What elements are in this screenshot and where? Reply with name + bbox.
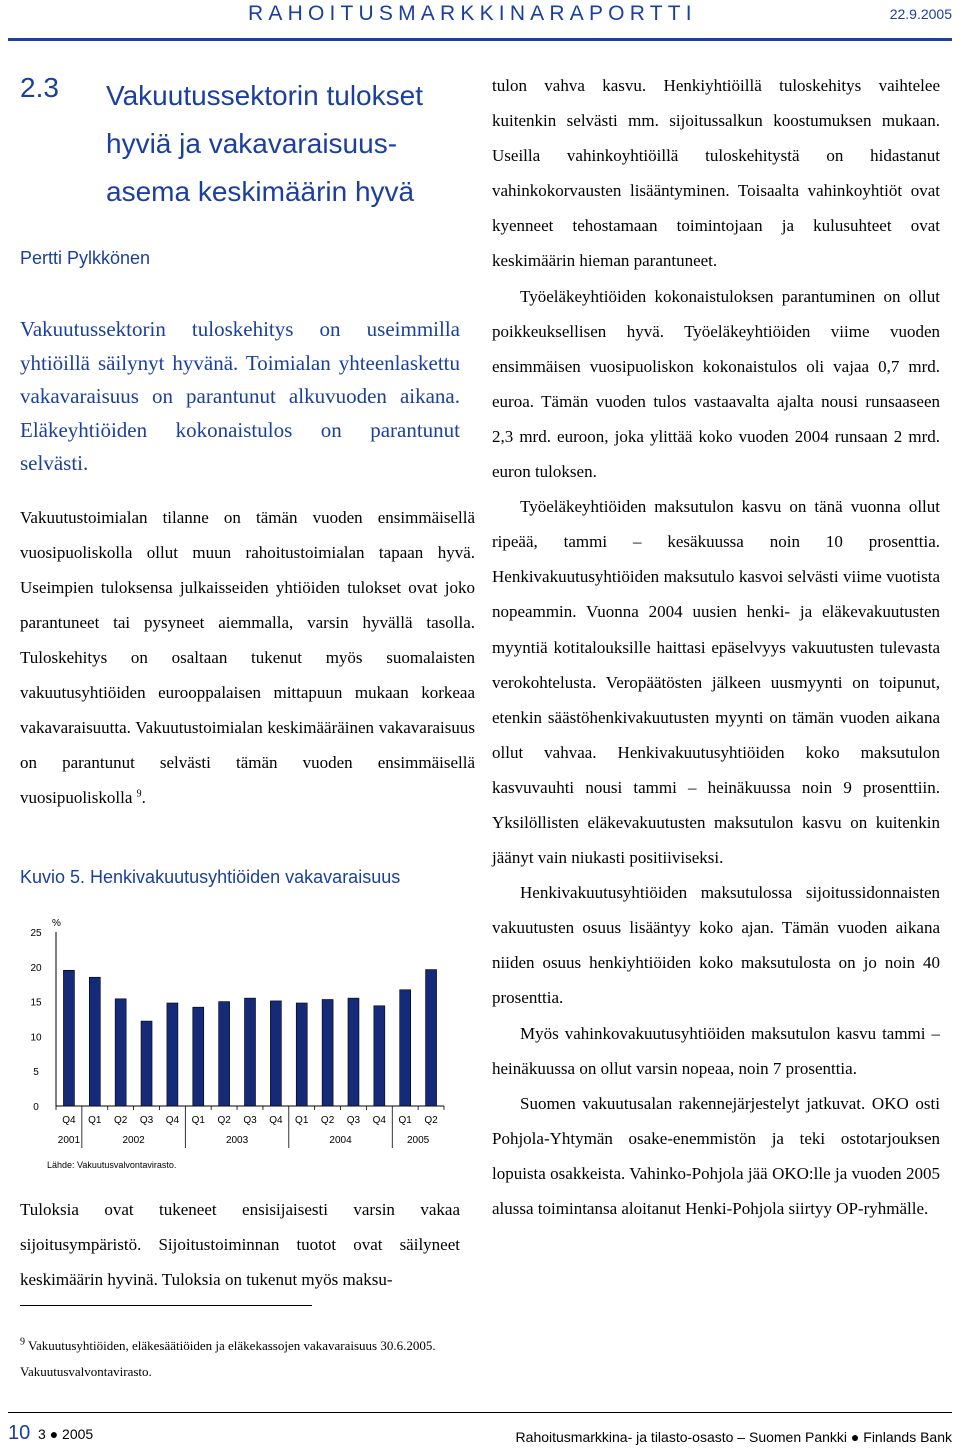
figure-title: Kuvio 5. Henkivakuutusyhtiöiden vakavaraisuus xyxy=(20,867,401,887)
y-tick-label: 25 xyxy=(30,928,42,939)
x-tick-label: Q2 xyxy=(320,1115,335,1126)
bar-q1 xyxy=(400,990,411,1106)
footer-publisher: Rahoitusmarkkina- ja tilasto-osasto – Suomen Pankki ● Finlands Bank xyxy=(515,1429,952,1445)
chart-bars xyxy=(63,970,436,1106)
year-label: 2004 xyxy=(329,1135,352,1146)
body-paragraph-text: Vakuutustoimialan tilanne on tämän vuoden ensimmäisellä vuosipuoliskolla ollut muun rahoitustoimialan tapaan hyvä. Useimpien tuloksensa julkaisseiden yhtiöiden tulokset ovat joko parantuneet tai pysyneet aiemmalla, varsin hyvällä tasolla. Tuloskehitys on osaltaan tukenut myös suomalaisten vakuutusyhtiöiden eurooppalaisen mittapuun mukaan korkeaa vakavaraisuutta. Vakuutustoimialan keskimääräinen vakavaraisuus on parantunut selvästi tämän vuoden ensimmäisellä vuosipuoliskolla xyxy=(20,508,475,807)
bar-q1 xyxy=(193,1007,204,1106)
bar-q4 xyxy=(167,1003,178,1106)
footer-left xyxy=(8,1422,93,1445)
right-paragraph-2: Työeläkeyhtiöiden kokonaistuloksen parantuminen on ollut poikkeuksellisen hyvä. Työeläkeyhtiöiden viime vuoden ensimmäisen vuosipuoliskon kokonaistulos oli vajaa 0,7 mrd. euroa. Tämän vuoden tulos vastaavalta ajalta nousi runsaaseen 2,3 mrd. euroon, joka ylittää koko vuoden 2004 runsaan 2 mrd. euron tuloksen. xyxy=(492,286,940,482)
x-tick-label: Q1 xyxy=(398,1115,412,1126)
footnote-text: Vakuutusyhtiöiden, eläkesäätiöiden ja eläkekassojen vakavaraisuus 30.6.2005. Vakuutusvalvontavirasto. xyxy=(20,1338,436,1379)
x-tick-label: Q4 xyxy=(165,1115,180,1126)
x-tick-label: Q1 xyxy=(191,1115,205,1126)
bar-q1 xyxy=(296,1003,307,1106)
x-tick-label: Q4 xyxy=(269,1115,283,1126)
bar-q4 xyxy=(270,1001,281,1106)
y-axis-unit: % xyxy=(52,918,61,929)
footnote-number: 9 xyxy=(20,1336,25,1348)
right-paragraph-6: Suomen vakuutusalan rakennejärjestelyt jatkuvat. OKO osti Pohjola-Yhtymän osake-enemmistön ja teki ostotarjouksen lopuista osakkeista. Vahinko-Pohjola jää OKO:lle ja vuoden 2005 alussa toimintansa aloitanut Henki-Pohjola siirtyy OP-ryhmälle. xyxy=(492,1093,940,1218)
year-label: 2003 xyxy=(225,1135,249,1146)
x-tick-label: Q4 xyxy=(372,1115,387,1126)
right-column xyxy=(492,68,940,1226)
x-tick-label: Q1 xyxy=(295,1115,309,1126)
x-tick-label: Q3 xyxy=(346,1115,361,1126)
lead-paragraph: Vakuutussektorin tuloskehitys on useimmilla yhtiöillä säilynyt hyvänä. Toimialan yhteenlaskettu vakavaraisuus on parantunut alkuvuoden aikana. Eläkeyhtiöiden kokonaistulos on parantunut selvästi. xyxy=(20,317,460,475)
x-tick-label: Q2 xyxy=(113,1115,128,1126)
author-name: Pertti Pylkkönen xyxy=(20,248,151,268)
x-tick-label: Q3 xyxy=(243,1115,257,1126)
bar-q3 xyxy=(348,998,359,1106)
y-tick-label: 0 xyxy=(33,1102,39,1113)
bar-q4 xyxy=(63,970,74,1106)
bar-q3 xyxy=(141,1021,152,1106)
bar-q2 xyxy=(115,999,126,1106)
body-paragraph-left-2: Tuloksia ovat tukeneet ensisijaisesti varsin vakaa sijoitusympäristö. Sijoitustoiminnan tuotot ovat säilyneet keskimäärin hyvinä. Tuloksia on tukenut myös maksu- xyxy=(20,1200,460,1289)
x-tick-label: Q3 xyxy=(139,1115,154,1126)
section-title: Vakuutussektorin tulokset hyviä ja vakavaraisuus-asema keskimäärin hyvä xyxy=(106,80,423,207)
year-label: 2005 xyxy=(407,1135,430,1146)
footnote-reference: 9 xyxy=(136,788,142,800)
year-label: 2001 xyxy=(57,1135,81,1146)
y-tick-label: 20 xyxy=(30,962,42,974)
footnote xyxy=(20,1333,470,1385)
section-number: 2.3 xyxy=(20,72,59,103)
footnote-rule xyxy=(20,1305,312,1306)
bar-q4 xyxy=(374,1006,385,1106)
bar-q1 xyxy=(89,977,100,1106)
right-paragraph-1: tulon vahva kasvu. Henkiyhtiöillä tuloskehitys vaihtelee kuitenkin selvästi mm. sijoitussalkun koostumuksen mukaan. Useilla vahinkoyhtiöillä tuloskehitystä on hidastanut vahinkokorvausten lisääntyminen. Toisaalta vahinkoyhtiöt ovat kyenneet tehostamaan toimintojaan ja kulusuhteet ovat keskimäärin hieman parantuneet. xyxy=(492,76,940,271)
header-rule xyxy=(8,38,952,41)
right-paragraph-3: Työeläkeyhtiöiden maksutulon kasvu on tänä vuonna ollut ripeää, tammi – kesäkuussa noin 10 prosenttia. Henkivakuutusyhtiöiden maksutulo kasvoi selvästi viime vuotista nopeammin. Vuonna 2004 uusien henki- ja eläkevakuutusten myyntiä kotitalouksille haittasi epäselvyys vakuutusten tulevasta verokohtelusta. Veropäätösten jälkeen uusmyynti on toipunut, etenkin säästöhenkivakuutusten myynti on tämän vuoden aikana ollut vahvaa. Henkivakuutusyhtiöiden koko maksutulon kasvuvauhti nousi tammi – heinäkuussa noin 9 prosenttiin. Yksilöllisten eläkevakuutusten maksutulon kasvu on kuitenkin jäänyt vain niukasti positiiviseksi. xyxy=(492,497,940,868)
page-number: 10 xyxy=(8,1422,31,1444)
figure-source: Lähde: Vakuutusvalvontavirasto. xyxy=(47,1160,177,1170)
running-header-date: 22.9.2005 xyxy=(889,6,952,22)
y-tick-label: 5 xyxy=(33,1067,39,1079)
issue-number: 3 ● 2005 xyxy=(38,1426,94,1442)
footer-rule xyxy=(8,1412,952,1413)
y-tick-label: 10 xyxy=(30,1032,42,1044)
right-paragraph-5: Myös vahinkovakuutusyhtiöiden maksutulon kasvu tammi – heinäkuussa on ollut varsin nopeaa, noin 7 prosenttia. xyxy=(492,1023,940,1078)
right-paragraph-4: Henkivakuutusyhtiöiden maksutulossa sijoitussidonnaisten vakuutusten osuus lisääntyy koko ajan. Tämän vuoden aikana niiden osuus henkiyhtiöiden koko maksutulosta on jo noin 40 prosenttia. xyxy=(492,883,940,1008)
running-header-title: RAHOITUSMARKKINARAPORTTI xyxy=(248,2,697,25)
bar-q2 xyxy=(426,970,437,1106)
bar-q2 xyxy=(322,1000,333,1106)
y-tick-label: 15 xyxy=(30,997,42,1009)
body-paragraph-end: . xyxy=(141,788,146,807)
bar-q3 xyxy=(245,998,256,1106)
x-tick-label: Q2 xyxy=(424,1115,438,1126)
year-label: 2002 xyxy=(122,1135,145,1146)
x-tick-label: Q4 xyxy=(62,1115,76,1126)
x-tick-label: Q2 xyxy=(217,1115,231,1126)
body-paragraph-left xyxy=(20,500,475,815)
bar-q2 xyxy=(219,1002,230,1106)
x-tick-label: Q1 xyxy=(88,1115,102,1126)
bar-chart xyxy=(20,898,460,1160)
